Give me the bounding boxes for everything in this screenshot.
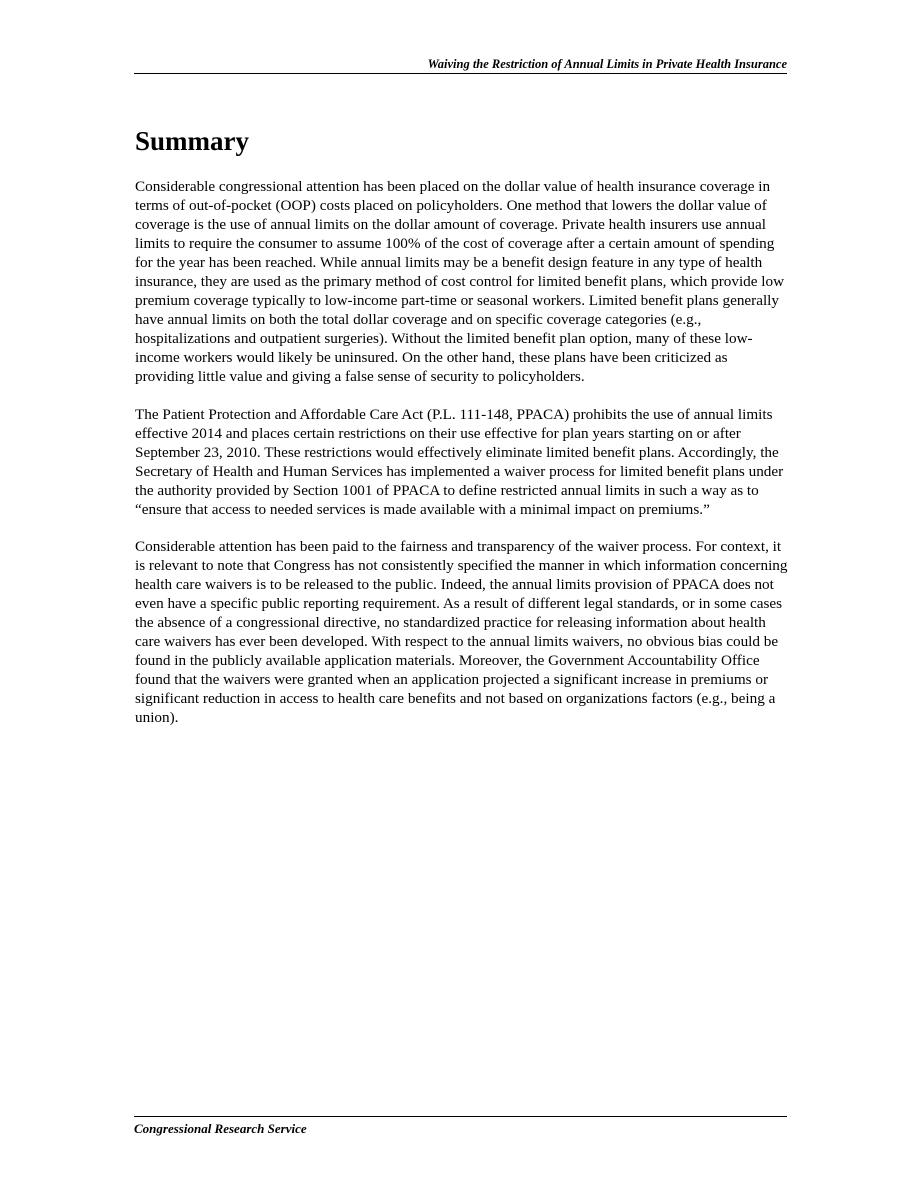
page-title: Summary	[135, 126, 249, 156]
paragraph-3: Considerable attention has been paid to the fairness and transparency of the waiver process. For context, it is relevant to note that Congress has not consistently specified the manner in which information concerning health care waivers is to be released to the public. Indeed, the annual limits provision of PPACA does not even have a specific public reporting requirement. As a result of different legal standards, or in some cases the absence of a congressional directive, no standardized practice for releasing information about health care waivers has ever been developed. With respect to the annual limits waivers, no obvious bias could be found in the publicly available application materials. Moreover, the Government Accountability Office found that the waivers were granted when an application projected a significant increase in premiums or significant reduction in access to health care benefits and not based on organizations factors (e.g., being a union).	[135, 537, 788, 727]
summary-body	[135, 177, 789, 745]
paragraph-2: The Patient Protection and Affordable Care Act (P.L. 111-148, PPACA) prohibits the use of annual limits effective 2014 and places certain restrictions on their use effective for plan years starting on or after September 23, 2010. These restrictions would effectively eliminate limited benefit plans. Accordingly, the Secretary of Health and Human Services has implemented a waiver process for limited benefit plans under the authority provided by Section 1001 of PPACA to define restricted annual limits in such a way as to “ensure that access to needed services is made available with a minimal impact on premiums.”	[135, 405, 784, 518]
running-footer: Congressional Research Service	[134, 1116, 787, 1137]
running-header: Waiving the Restriction of Annual Limits in Private Health Insurance	[134, 56, 787, 74]
paragraph-1: Considerable congressional attention has been placed on the dollar value of health insurance coverage in terms of out-of-pocket (OOP) costs placed on policyholders. One method that lowers the dollar value of coverage is the use of annual limits on the dollar amount of coverage. Private health insurers use annual limits to require the consumer to assume 100% of the cost of coverage after a certain amount of spending for the year has been reached. While annual limits may be a benefit design feature in any type of health insurance, they are used as the primary method of cost control for limited benefit plans, which provide low premium coverage typically to low-income part-time or seasonal workers. Limited benefit plans generally have annual limits on both the total dollar coverage and on specific coverage categories (e.g., hospitalizations and outpatient surgeries). Without the limited benefit plan option, many of these low-income workers would likely be uninsured. On the other hand, these plans have been criticized as providing little value and giving a false sense of security to policyholders.	[135, 178, 785, 386]
